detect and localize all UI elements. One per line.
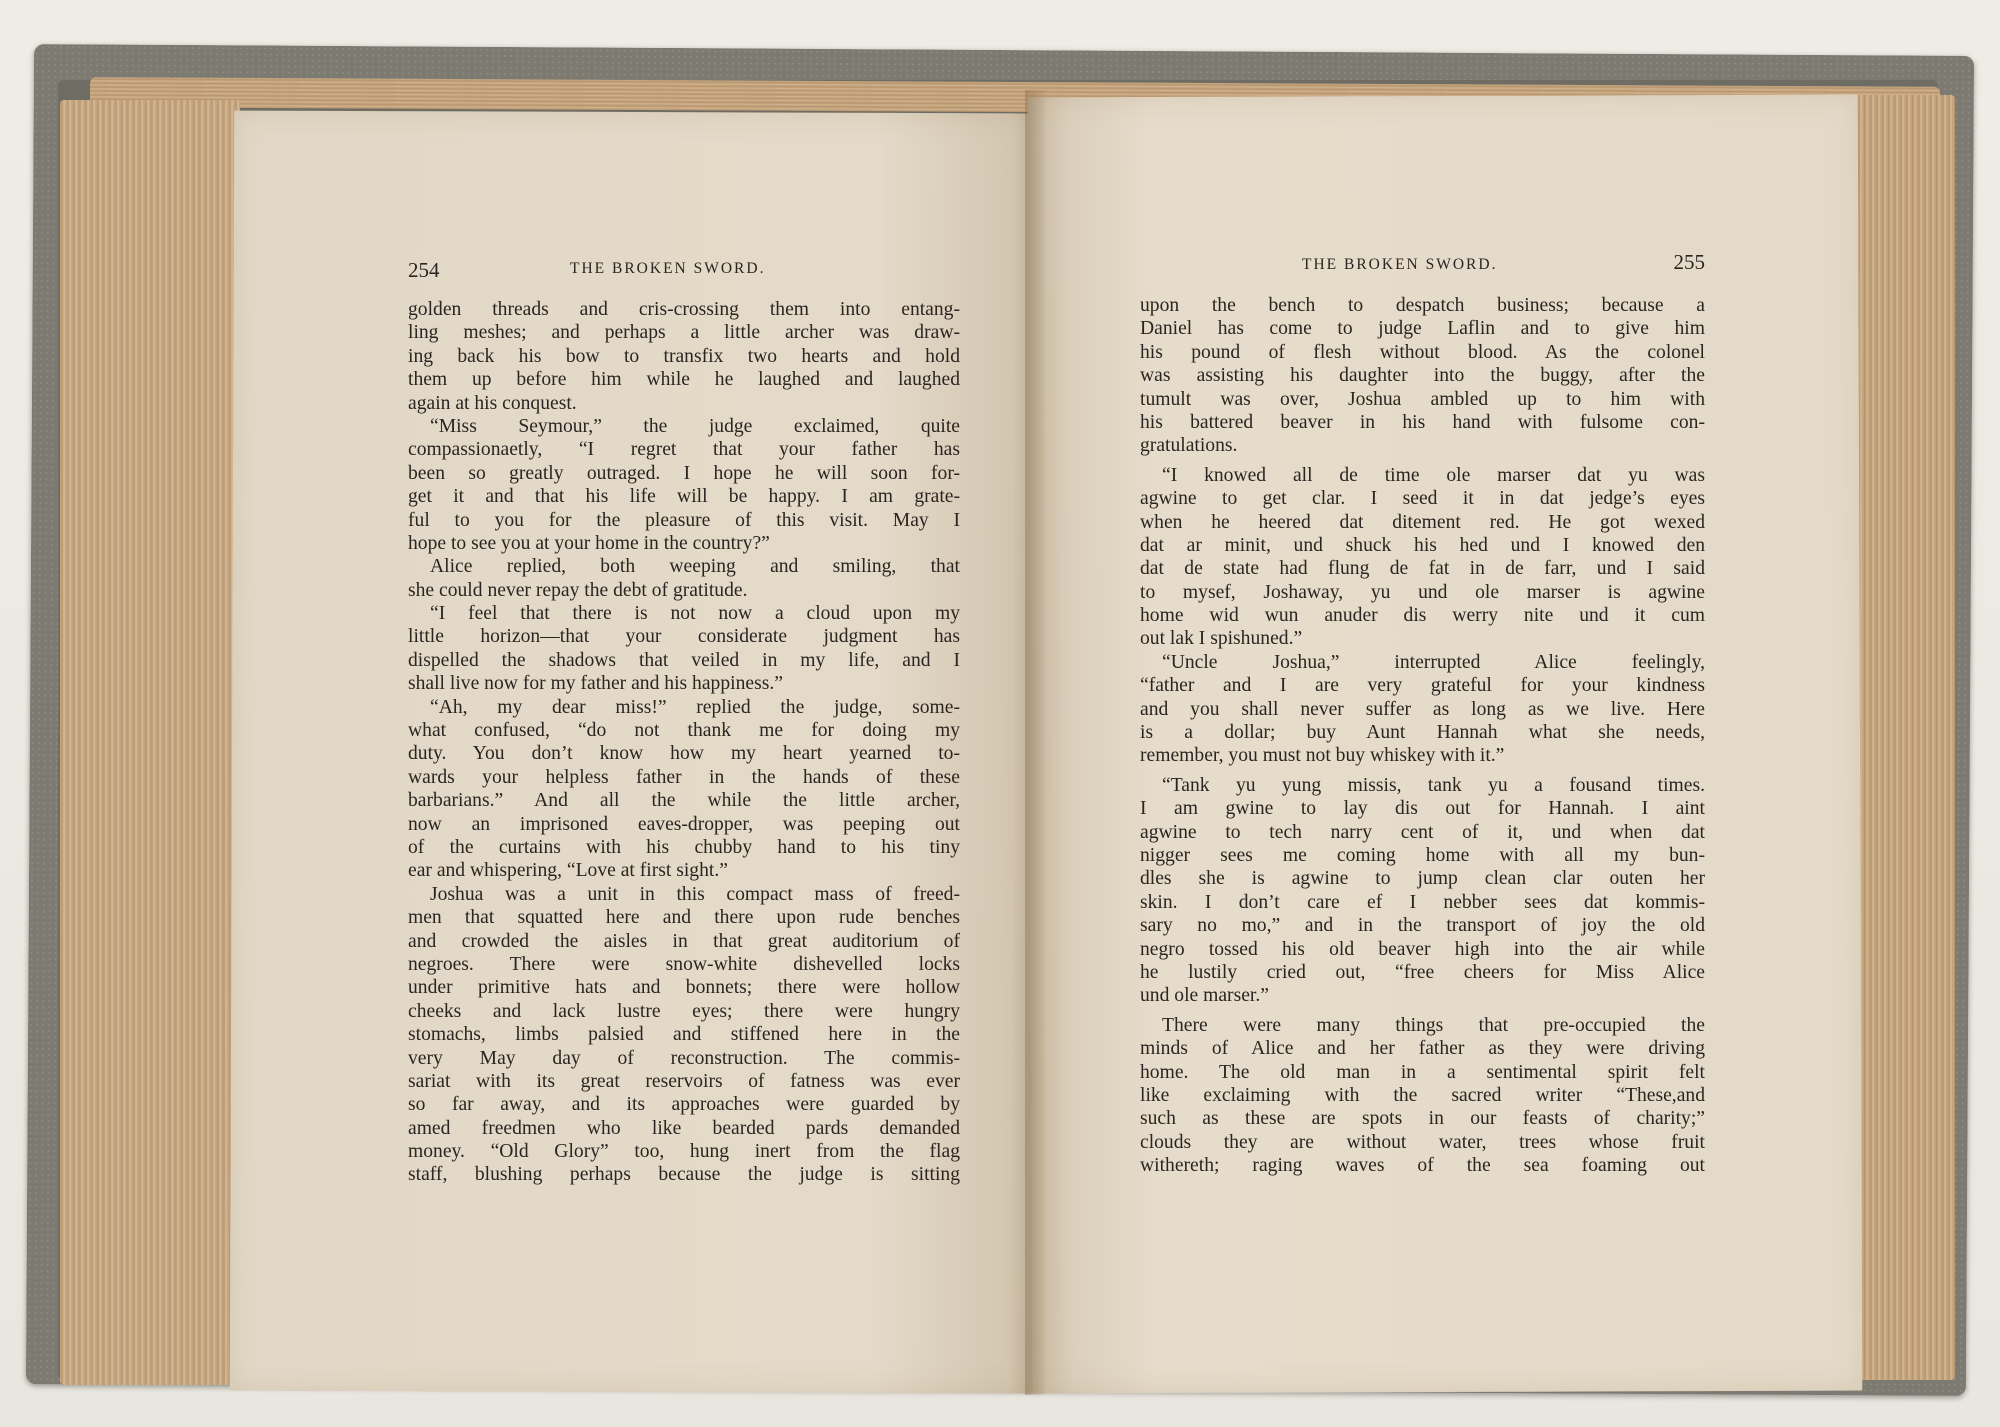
text-line: negro tossed his old beaver high into the air while (1140, 938, 1705, 960)
text-line: of the curtains with his chubby hand to his tiny (408, 836, 960, 858)
text-line: golden threads and cris-crossing them into entang- (408, 299, 960, 320)
text-line: under primitive hats and bonnets; there were hollow (408, 977, 960, 999)
text-line: been so greatly outraged. I hope he will soon for- (408, 462, 960, 484)
text-line: withereth; raging waves of the sea foaming out (1140, 1155, 1705, 1177)
text-line: very May day of reconstruction. The commis- (408, 1047, 960, 1069)
text-line: again at his conquest. (408, 392, 577, 414)
text-line: such as these are spots in our feasts of charity;” (1140, 1108, 1705, 1130)
text-line: his battered beaver in his hand with fulsome con- (1140, 411, 1705, 433)
text-line: home wid wun anuder dis werry nite und it cum (1140, 605, 1705, 627)
left-page-header (408, 258, 960, 298)
text-line: what confused, “do not thank me for doing my (408, 720, 960, 742)
text-line: ful to you for the pleasure of this visit. May I (408, 509, 960, 531)
text-line: duty. You don’t know how my heart yearned to- (408, 743, 960, 765)
text-line: hope to see you at your home in the country?” (408, 532, 770, 554)
text-line: “Ah, my dear miss!” replied the judge, some- (430, 696, 960, 718)
text-line: agwine to tech narry cent of it, und when dat (1140, 821, 1705, 843)
text-line: ear and whispering, “Love at first sight.” (408, 860, 728, 882)
text-line: to mysef, Joshaway, yu und ole marser is agwine (1140, 581, 1705, 603)
text-line: get it and that his life will be happy. I am grate- (408, 486, 960, 508)
text-line: amed freedmen who like bearded pards demanded (408, 1117, 960, 1139)
text-line: “father and I are very grateful for your kindness (1140, 675, 1705, 697)
text-line: shall live now for my father and his happiness.” (408, 673, 783, 695)
text-line: she could never repay the debt of gratitude. (408, 579, 748, 601)
text-line: und ole marser.” (1140, 985, 1269, 1007)
text-line: men that squatted here and there upon rude benches (408, 907, 960, 929)
text-line: dat ar minit, und shuck his hed und I knowed den (1140, 534, 1705, 556)
text-line: gratulations. (1140, 435, 1238, 457)
text-line: he lustily cried out, “free cheers for Miss Alice (1140, 961, 1705, 983)
text-line: clouds they are without water, trees whose fruit (1140, 1131, 1705, 1153)
text-line: so far away, and its approaches were guarded by (408, 1094, 960, 1116)
text-line: staff, blushing perhaps because the judge is sitting (408, 1164, 960, 1186)
text-line: dispelled the shadows that veiled in my life, and I (408, 649, 960, 671)
text-line: dles she is agwine to jump clean clar outen her (1140, 868, 1705, 890)
text-line: remember, you must not buy whiskey with it.” (1140, 745, 1505, 767)
text-line: was assisting his daughter into the buggy, after the (1140, 365, 1705, 387)
text-line: out lak I spishuned.” (1140, 628, 1303, 650)
text-line: money. “Old Glory” too, hung inert from the flag (408, 1141, 960, 1163)
text-line: Daniel has come to judge Laflin and to give him (1140, 318, 1705, 340)
text-line: sary no mo,” and in the transport of joy the old (1140, 915, 1705, 937)
left-page-text (408, 258, 960, 1187)
text-line: “Tank yu yung missis, tank yu a fousand times. (1162, 774, 1705, 796)
text-line: ing back his bow to transfix two hearts and hold (408, 345, 960, 367)
text-line: ling meshes; and perhaps a little archer was draw- (408, 322, 960, 344)
text-line: nigger sees me coming home with all my bun- (1140, 844, 1705, 866)
text-line: them up before him while he laughed and laughed (408, 369, 960, 391)
text-line: barbarians.” And all the while the little archer, (408, 790, 960, 812)
page-edges-left (60, 100, 240, 1385)
text-line: “I knowed all de time ole marser dat yu was (1162, 464, 1705, 486)
book-gutter (1025, 90, 1045, 1395)
text-line: like exclaiming with the sacred writer “These,and (1140, 1084, 1705, 1106)
page-number-left: 254 (408, 258, 440, 282)
text-line: his pound of flesh without blood. As the colonel (1140, 341, 1705, 363)
running-title-left: THE BROKEN SWORD. (570, 260, 766, 277)
text-line: little horizon—that your considerate judgment has (408, 626, 960, 648)
page-number-right: 255 (1673, 250, 1705, 274)
text-line: upon the bench to despatch business; because a (1140, 295, 1705, 316)
text-line: negroes. There were snow-white dishevelled locks (408, 953, 960, 975)
right-page-text (1140, 250, 1705, 1177)
text-line: agwine to get clar. I seed it in dat jedge’s eyes (1140, 488, 1705, 510)
text-line: compassionaetly, “I regret that your father has (408, 439, 960, 461)
text-line: tumult was over, Joshua ambled up to him with (1140, 388, 1705, 410)
right-page-header (1140, 250, 1705, 294)
running-title-right: THE BROKEN SWORD. (1302, 256, 1498, 273)
text-line: “I feel that there is not now a cloud upon my (430, 603, 960, 625)
text-line: and crowded the aisles in that great auditorium of (408, 930, 960, 952)
text-line: stomachs, limbs palsied and stiffened here in the (408, 1024, 960, 1046)
text-line: There were many things that pre-occupied the (1162, 1014, 1705, 1036)
text-line: dat de state had flung de fat in de farr, und I said (1140, 558, 1705, 580)
text-line: is a dollar; buy Aunt Hannah what she needs, (1140, 722, 1705, 744)
text-line: cheeks and lack lustre eyes; there were hungry (408, 1000, 960, 1022)
text-line: and you shall never suffer as long as we live. Here (1140, 698, 1705, 720)
text-line: sariat with its great reservoirs of fatness was ever (408, 1070, 960, 1092)
text-line: I am gwine to lay dis out for Hannah. I aint (1140, 798, 1705, 820)
text-line: Joshua was a unit in this compact mass of freed- (430, 883, 960, 905)
text-line: wards your helpless father in the hands of these (408, 766, 960, 788)
text-line: “Uncle Joshua,” interrupted Alice feelingly, (1162, 651, 1705, 673)
text-line: “Miss Seymour,” the judge exclaimed, quite (430, 415, 960, 437)
text-line: when he heered dat ditement red. He got wexed (1140, 511, 1705, 533)
text-line: skin. I don’t care ef I nebber sees dat kommis- (1140, 891, 1705, 913)
text-line: home. The old man in a sentimental spirit felt (1140, 1061, 1705, 1083)
text-line: Alice replied, both weeping and smiling, that (430, 556, 960, 578)
text-line: now an imprisoned eaves-dropper, was peeping out (408, 813, 960, 835)
text-line: minds of Alice and her father as they were driving (1140, 1038, 1705, 1060)
right-page-body (1140, 294, 1705, 1177)
left-page-body (408, 298, 960, 1187)
